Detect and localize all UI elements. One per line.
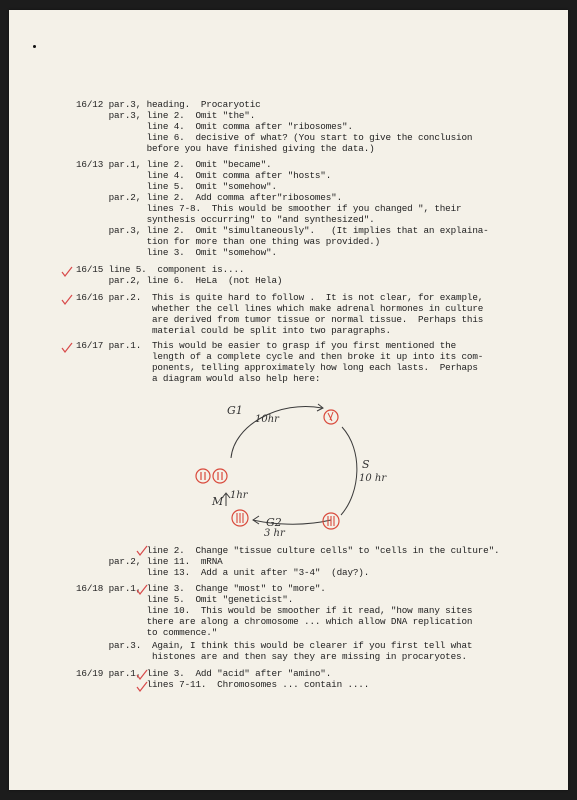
text-line: line 5. Omit "geneticist". (76, 594, 294, 605)
text-line: line 6. decisive of what? (You start to give the conclusion (76, 132, 473, 143)
text-line: tion for more than one thing was provided.) (76, 236, 381, 247)
text-line: line 13. Add a unit after "3-4" (day?). (76, 567, 370, 578)
text-line: par.2, line 2. Add comma after"ribosomes". (76, 192, 343, 203)
text-line: a diagram would also help here: (76, 373, 321, 384)
cell-top (324, 410, 338, 424)
text-line: 16/19 par.1, line 3. Add "acid" after "amino". (76, 668, 332, 679)
text-line: line 4. Omit comma after "hosts". (76, 170, 332, 181)
text-line: line 3. Omit "somehow". (76, 247, 277, 258)
text-line: line 10. This would be smoother if it read, "how many sites (76, 605, 473, 616)
cell-left-b (213, 469, 227, 483)
text-line: lines 7-8. This would be smoother if you changed ", their (76, 203, 462, 214)
text-line: par.2, line 6. HeLa (not Hela) (76, 275, 283, 286)
text-line: line 5. Omit "somehow". (76, 181, 277, 192)
label-m: M (212, 495, 224, 508)
label-g2-time: 3 hr (264, 528, 285, 539)
text-line: to commence." (76, 627, 218, 638)
text-line: length of a complete cycle and then broke it up into its com- (76, 351, 484, 362)
text-line: are derived from tumor tissue or normal tissue. Perhaps this (76, 314, 484, 325)
label-g1-time: 10hr (255, 414, 279, 425)
text-line: histones are and then say they are missing in procaryotes. (76, 651, 467, 662)
label-g2: G2 (266, 516, 282, 529)
document-page (9, 10, 568, 790)
cycle-arc-g2 (253, 520, 331, 524)
text-line: synthesis occurring" to "and synthesized". (76, 214, 375, 225)
text-line: line 4. Omit comma after "ribosomes". (76, 121, 353, 132)
arrowhead-g2 (253, 516, 259, 524)
text-line: line 2. Change "tissue culture cells" to "cells in the culture". (76, 545, 500, 556)
label-s-time: 10 hr (359, 473, 387, 484)
label-g1: G1 (227, 404, 243, 417)
text-line: 16/17 par.1. This would be easier to grasp if you first mentioned the (76, 340, 457, 351)
label-m-time: 1hr (230, 490, 248, 501)
label-s: S (362, 458, 370, 471)
text-line: there are along a chromosome ... which allow DNA replication (76, 616, 473, 627)
text-line: 16/18 par.1, line 3. Change "most" to "more". (76, 583, 326, 594)
cell-bottom-left (232, 510, 248, 526)
text-line: 16/15 line 5. component is.... (76, 264, 245, 275)
text-line: before you have finished giving the data.) (76, 143, 375, 154)
text-line: 16/16 par.2. This is quite hard to follow . It is not clear, for example, (76, 292, 484, 303)
text-line: whether the cell lines which make adrenal hormones in culture (76, 303, 484, 314)
text-line: material could be split into two paragraphs. (76, 325, 391, 336)
text-line: 16/13 par.1, line 2. Omit "became". (76, 159, 272, 170)
text-line: ponents, telling approximately how long each lasts. Perhaps (76, 362, 478, 373)
text-line: 16/12 par.3, heading. Procaryotic (76, 99, 261, 110)
text-line: lines 7-11. Chromosomes ... contain .... (76, 679, 370, 690)
text-line: par.2, line 11. mRNA (76, 556, 223, 567)
cycle-arc-s (341, 427, 357, 515)
cell-cycle-diagram (9, 10, 568, 790)
text-line: par.3. Again, I think this would be clearer if you first tell what (76, 640, 473, 651)
text-line: par.3, line 2. Omit "simultaneously". (It implies that an explaina- (76, 225, 489, 236)
cell-left-a (196, 469, 210, 483)
text-line: par.3, line 2. Omit "the". (76, 110, 256, 121)
